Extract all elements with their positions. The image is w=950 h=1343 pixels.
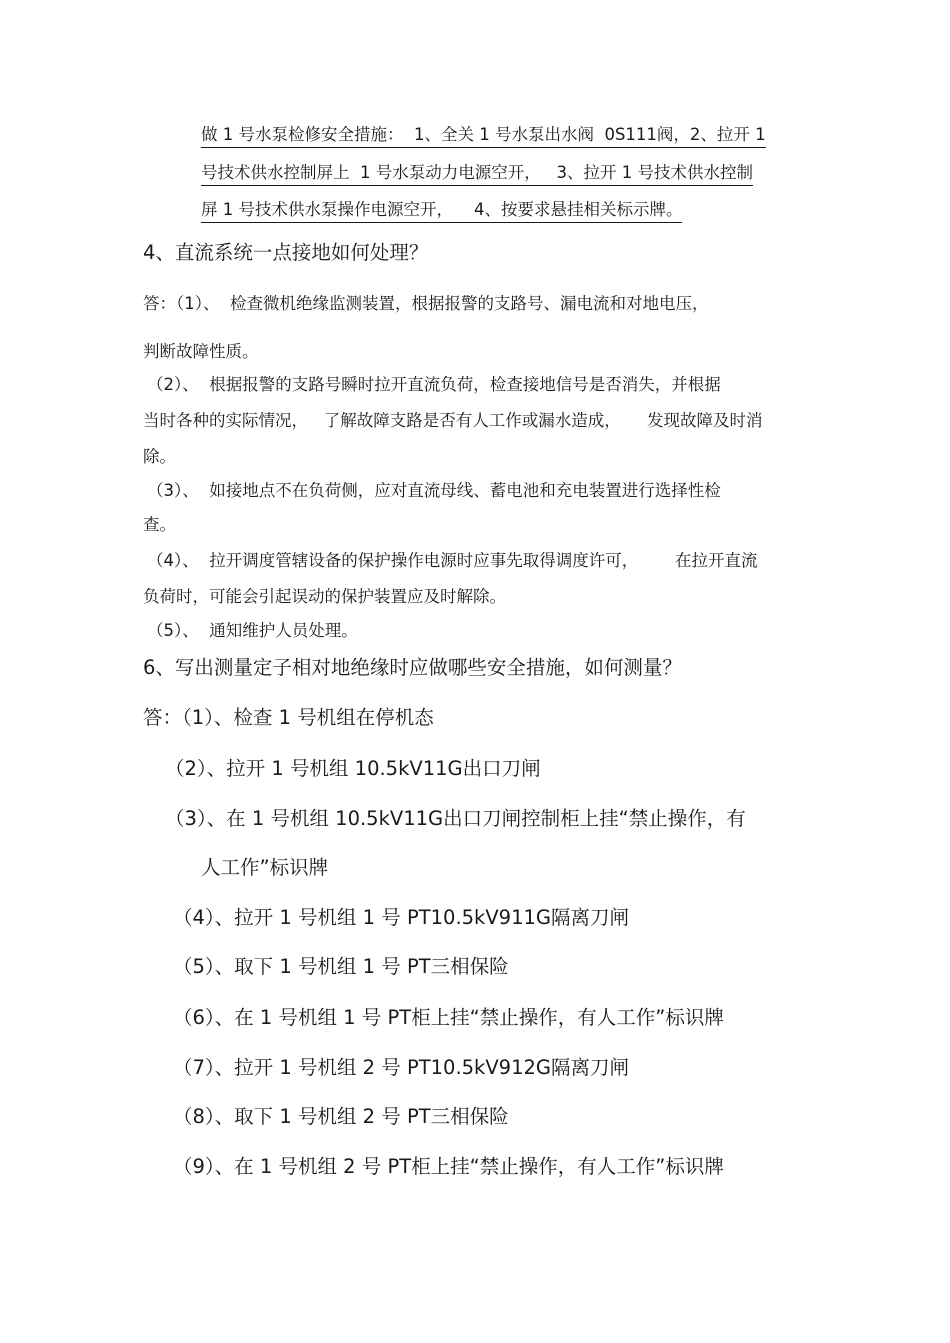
q4-answer-line: 判断故障性质。 [143,342,259,361]
q6-answer-line: 人工作”标识牌 [201,856,329,879]
q6-answer-line: （5）、取下 1 号机组 1 号 PT三相保险 [173,955,509,978]
underlined-line-2: 号技术供水控制屏上 1 号水泵动力电源空开， 3、拉开 1 号技术供水控制 [201,165,753,186]
q4-answer-line: 除。 [143,447,176,466]
q4-answer-line: （4）、 拉开调度管辖设备的保护操作电源时应事先取得调度许可， 在拉开直流 [147,551,758,570]
q6-answer-line: 答：（1）、检查 1 号机组在停机态 [143,706,434,729]
question-6: 6、写出测量定子相对地绝缘时应做哪些安全措施，如何测量？ [143,656,682,679]
q4-answer-line: 查。 [143,515,176,534]
q6-answer-line: （9）、在 1 号机组 2 号 PT柜上挂“禁止操作，有人工作”标识牌 [173,1155,724,1178]
q4-answer-line: （2）、 根据报警的支路号瞬时拉开直流负荷，检查接地信号是否消失，并根据 [147,375,721,394]
q4-answer-line: （3）、 如接地点不在负荷侧，应对直流母线、蓄电池和充电装置进行选择性检 [147,481,721,500]
q4-answer-line: 当时各种的实际情况， 了解故障支路是否有人工作或漏水造成， 发现故障及时消 [143,411,763,430]
q6-answer-line: （2）、拉开 1 号机组 10.5kV11G出口刀闸 [165,757,541,780]
q4-answer-line: （5）、 通知维护人员处理。 [147,621,358,640]
q4-answer-line: 答：（1）、 检查微机绝缘监测装置，根据报警的支路号、漏电流和对地电压， [143,294,709,313]
q6-answer-line: （6）、在 1 号机组 1 号 PT柜上挂“禁止操作，有人工作”标识牌 [173,1006,724,1029]
underlined-line-1: 做 1 号水泵检修安全措施： 1、全关 1 号水泵出水阀 0S111阀，2、拉开 1 [201,127,766,148]
q6-answer-line: （3）、在 1 号机组 10.5kV11G出口刀闸控制柜上挂“禁止操作，有 [165,807,746,830]
q6-answer-line: （8）、取下 1 号机组 2 号 PT三相保险 [173,1105,509,1128]
q4-answer-line: 负荷时，可能会引起误动的保护装置应及时解除。 [143,587,506,606]
underlined-line-3: 屏 1 号技术供水泵操作电源空开， 4、按要求悬挂相关标示牌。 [201,202,682,223]
q6-answer-line: （7）、拉开 1 号机组 2 号 PT10.5kV912G隔离刀闸 [173,1056,630,1079]
q6-answer-line: （4）、拉开 1 号机组 1 号 PT10.5kV911G隔离刀闸 [173,906,630,929]
question-4: 4、直流系统一点接地如何处理？ [143,241,429,264]
